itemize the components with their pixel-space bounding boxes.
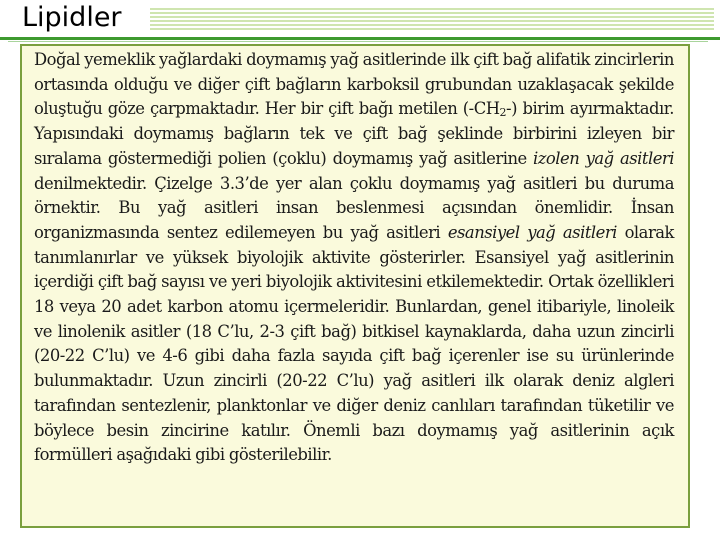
title-underline (0, 37, 720, 40)
paragraph-part-2: -) birim ayırmaktadır. Yapısındaki doymamış bağların tek ve çift bağ şeklinde birbirini izleyen bir sıralama göstermediği polien (çoklu) doymamış yağ asitlerine (34, 99, 674, 168)
paragraph-part-1: Doğal yemeklik yağlardaki doymamış yağ asitlerinde ilk çift bağ alifatik zincirlerin ortasında olduğu ve diğer çift bağların karboksil grubundan uzaklaşacak şekilde oluştuğu göze çarpmaktadır. Her bir çift bağı metilen (-CH (34, 50, 674, 119)
term-esansiyel: esansiyel yağ asitleri (447, 222, 617, 242)
body-text-box (20, 44, 690, 528)
term-izolen: izolen yağ asitleri (533, 148, 674, 168)
title-underline-thin (8, 41, 708, 42)
paragraph-part-3: denilmektedir. Çizelge 3.3’de yer alan çoklu doymamış yağ asitleri bu duruma örnektir. Bu yağ asitleri insan beslenmesi açısından önemlidir. İnsan organizmasında sentez edilemeyen bu yağ asitleri (34, 173, 674, 242)
subscript-2: 2 (499, 106, 507, 120)
title-decoration-stripes (150, 8, 714, 32)
paragraph-part-4: olarak tanımlanırlar ve yüksek biyolojik aktivite gösterirler. Esansiyel yağ asitlerinin içerdiği çift bağ sayısı ve yeri biyolojik aktivitesini etkilemektedir. Ortak özellikleri 18 veya 20 adet karbon atomu içermeleridir. Bunlardan, genel itibariyle, linoleik ve linolenik asitler (18 C’lu, 2-3 çift bağ) bitkisel kaynaklarda, daha uzun zincirli (20-22 C’lu) ve 4-6 gibi daha fazla sayıda çift bağ içerenler ise su ürünlerinde bulunmaktadır. Uzun zincirli (20-22 C’lu) yağ asitleri ilk olarak deniz algleri tarafından sentezlenir, planktonlar ve diğer deniz canlıları tarafından tüketilir ve böylece besin zincirine katılır. Önemli bazı doymamış yağ asitlerinin açık formülleri aşağıdaki gibi gösterilebilir. (34, 222, 674, 465)
body-paragraph (34, 48, 674, 468)
slide-title: Lipidler (22, 2, 122, 33)
